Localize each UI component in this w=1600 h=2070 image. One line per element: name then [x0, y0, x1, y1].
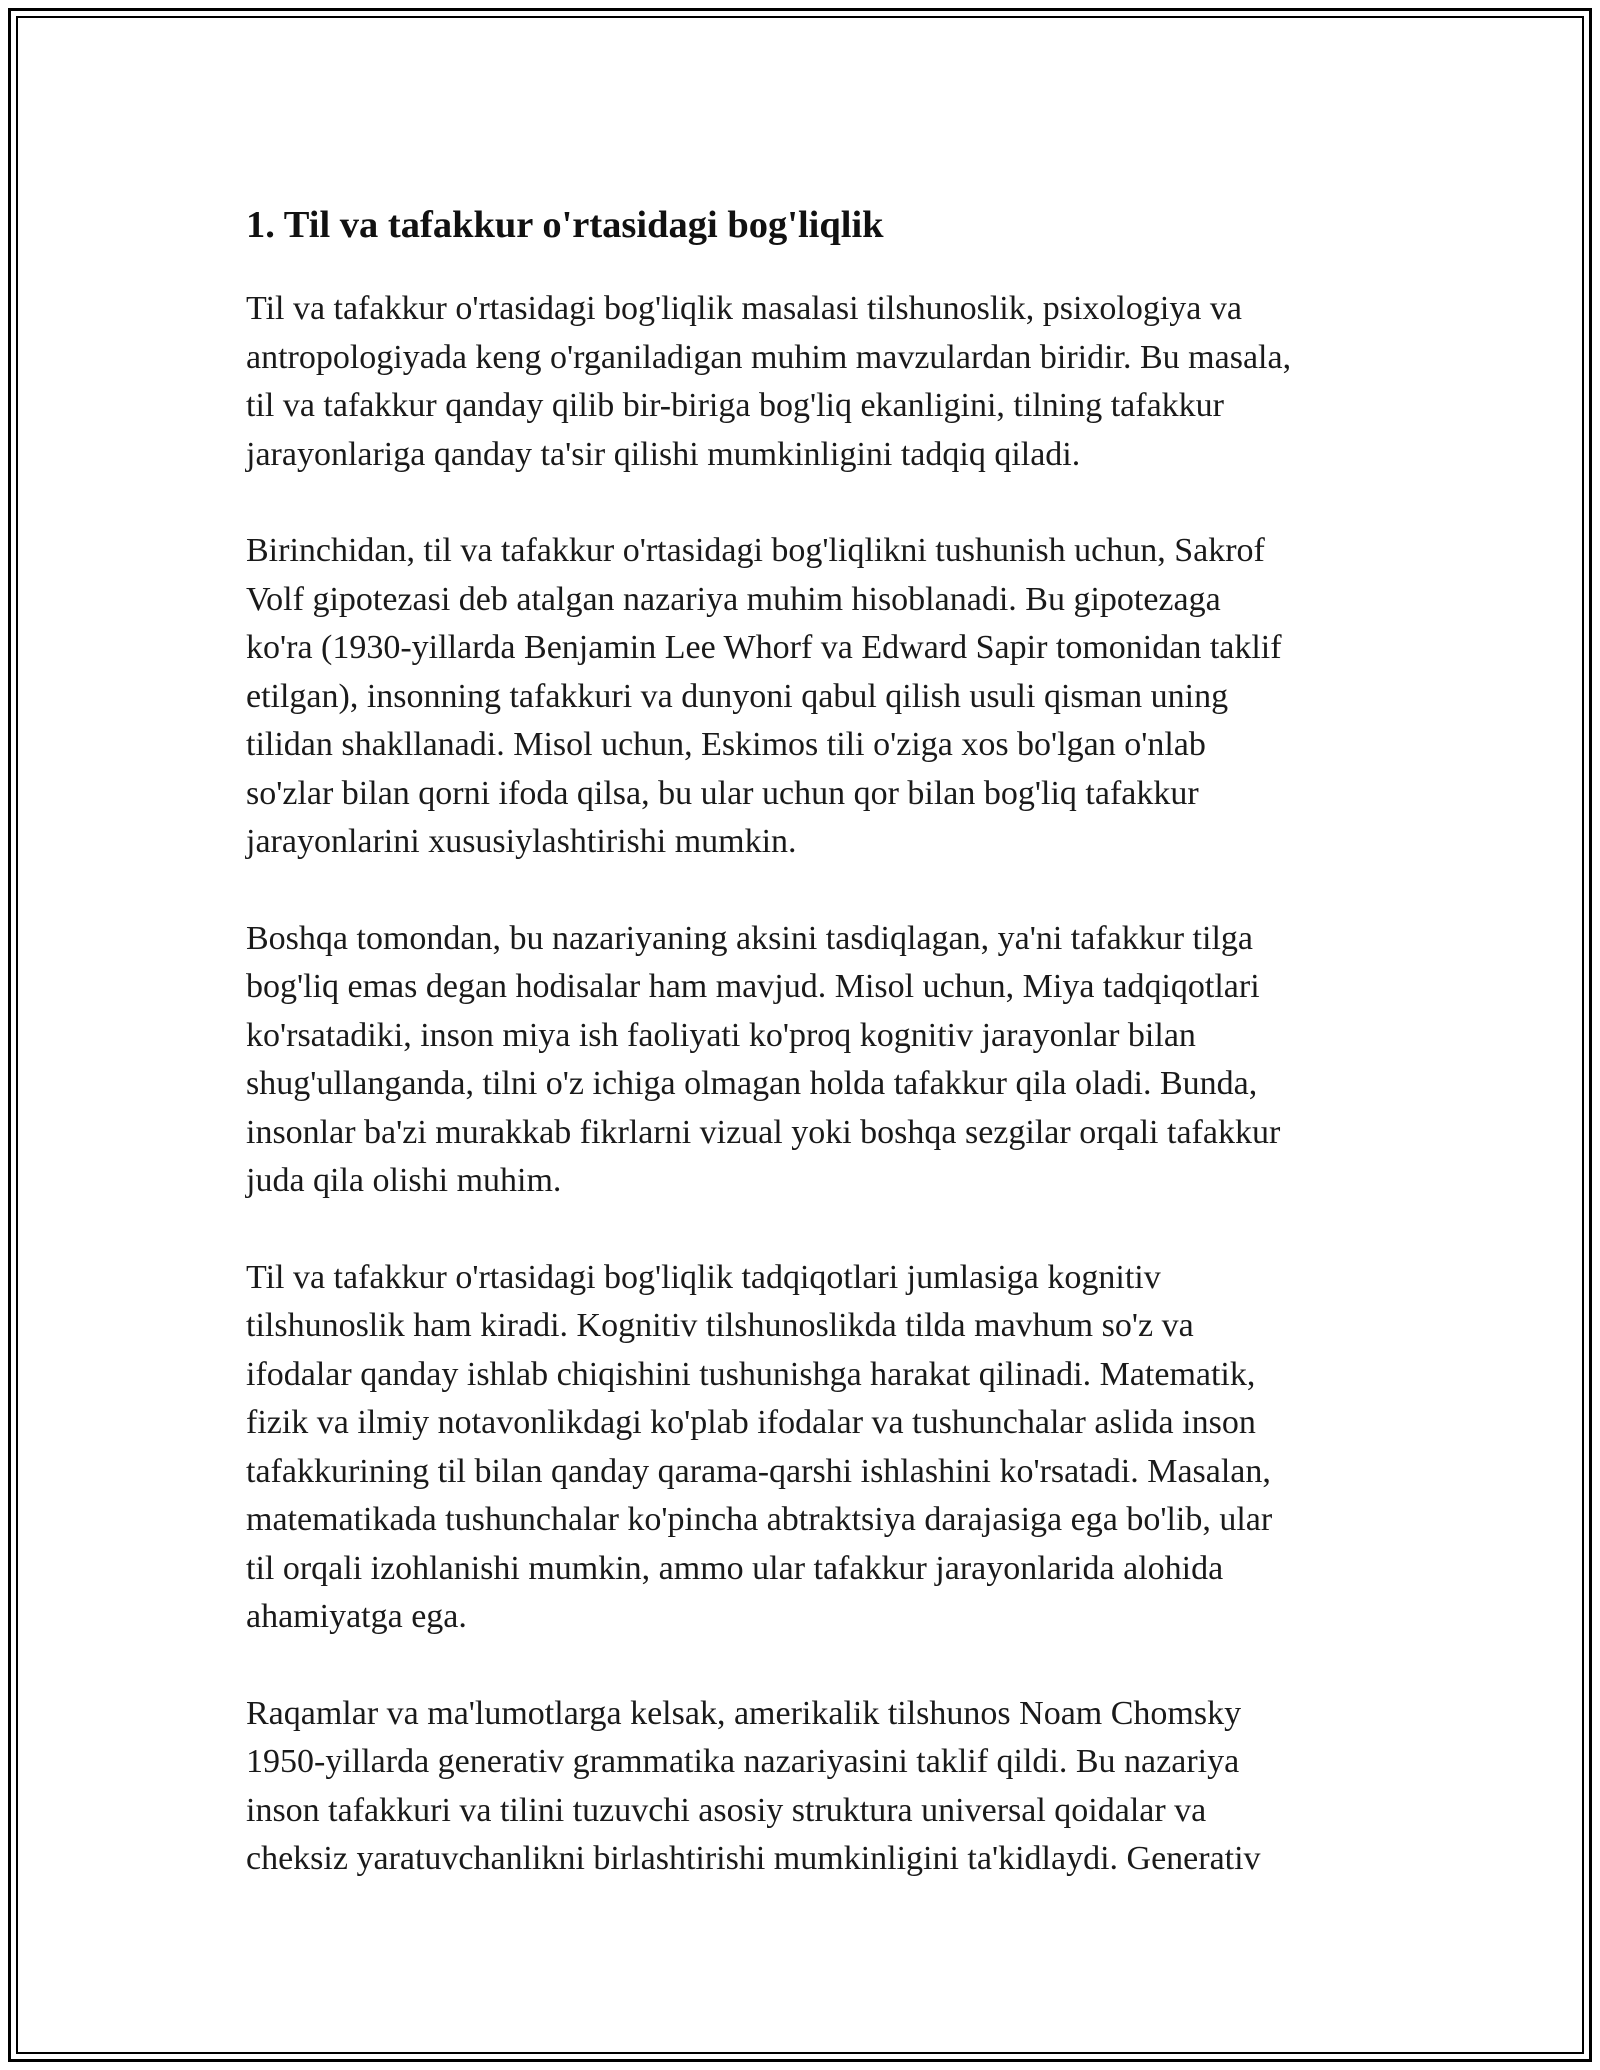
- page-frame: [8, 8, 1592, 2062]
- paragraph-4: Til va tafakkur o'rtasidagi bog'liqlik tadqiqotlari jumlasiga kognitiv tilshunoslik ham kiradi. Kognitiv tilshunoslikda tilda mavhum so'z va ifodalar qanday ishlab chiqishini tushunishga harakat qilinadi. Matematik, fizik va ilmiy notavonlikdagi ko'plab ifodalar va tushunchalar aslida inson tafakkurining til bilan qanday qarama-qarshi ishlashini ko'rsatadi. Masalan, matematikada tushunchalar ko'pincha abtraktsiya darajasiga ega bo'lib, ular til orqali izohlanishi mumkin, ammo ular tafakkur jarayonlarida alohida ahamiyatga ega.: [246, 1258, 1273, 1635]
- paragraph-2: Birinchidan, til va tafakkur o'rtasidagi bog'liqlikni tushunish uchun, Sakrof Volf gipotezasi deb atalgan nazariya muhim hisoblanadi. Bu gipotezaga ko'ra (1930-yillarda Benjamin Lee Whorf va Edward Sapir tomonidan taklif etilgan), insonning tafakkuri va dunyoni qabul qilish usuli qisman uning tilidan shakllanadi. Misol uchun, Eskimos tili o'ziga xos bo'lgan o'nlab so'zlar bilan qorni ifoda qilsa, bu ular uchun qor bilan bog'liq tafakkur jarayonlarini xususiylashtirishi mumkin.: [246, 532, 1282, 860]
- paragraph-3: Boshqa tomondan, bu nazariyaning aksini tasdiqlagan, ya'ni tafakkur tilga bog'liq emas degan hodisalar ham mavjud. Misol uchun, Miya tadqiqotlari ko'rsatadiki, inson miya ish faoliyati ko'proq kognitiv jarayonlar bilan shug'ullanganda, tilni o'z ichiga olmagan holda tafakkur qila oladi. Bunda, insonlar ba'zi murakkab fikrlarni vizual yoki boshqa sezgilar orqali tafakkur juda qila olishi muhim.: [246, 919, 1281, 1199]
- document-body: [246, 197, 1406, 1932]
- paragraph-1: Til va tafakkur o'rtasidagi bog'liqlik masalasi tilshunoslik, psixologiya va antropologiyada keng o'rganiladigan muhim mavzulardan biridir. Bu masala, til va tafakkur qanday qilib bir-biriga bog'liq ekanligini, tilning tafakkur jarayonlariga qanday ta'sir qilishi mumkinligini tadqiq qiladi.: [246, 290, 1292, 473]
- document-title: 1. Til va tafakkur o'rtasidagi bog'liqlik: [246, 204, 884, 246]
- paragraph-5: Raqamlar va ma'lumotlarga kelsak, amerikalik tilshunos Noam Chomsky 1950-yillarda generativ grammatika nazariyasini taklif qildi. Bu nazariya inson tafakkuri va tilini tuzuvchi asosiy struktura universal qoidalar va cheksiz yaratuvchanlikni birlashtirishi mumkinligini ta'kidlaydi. Generativ: [246, 1694, 1261, 1877]
